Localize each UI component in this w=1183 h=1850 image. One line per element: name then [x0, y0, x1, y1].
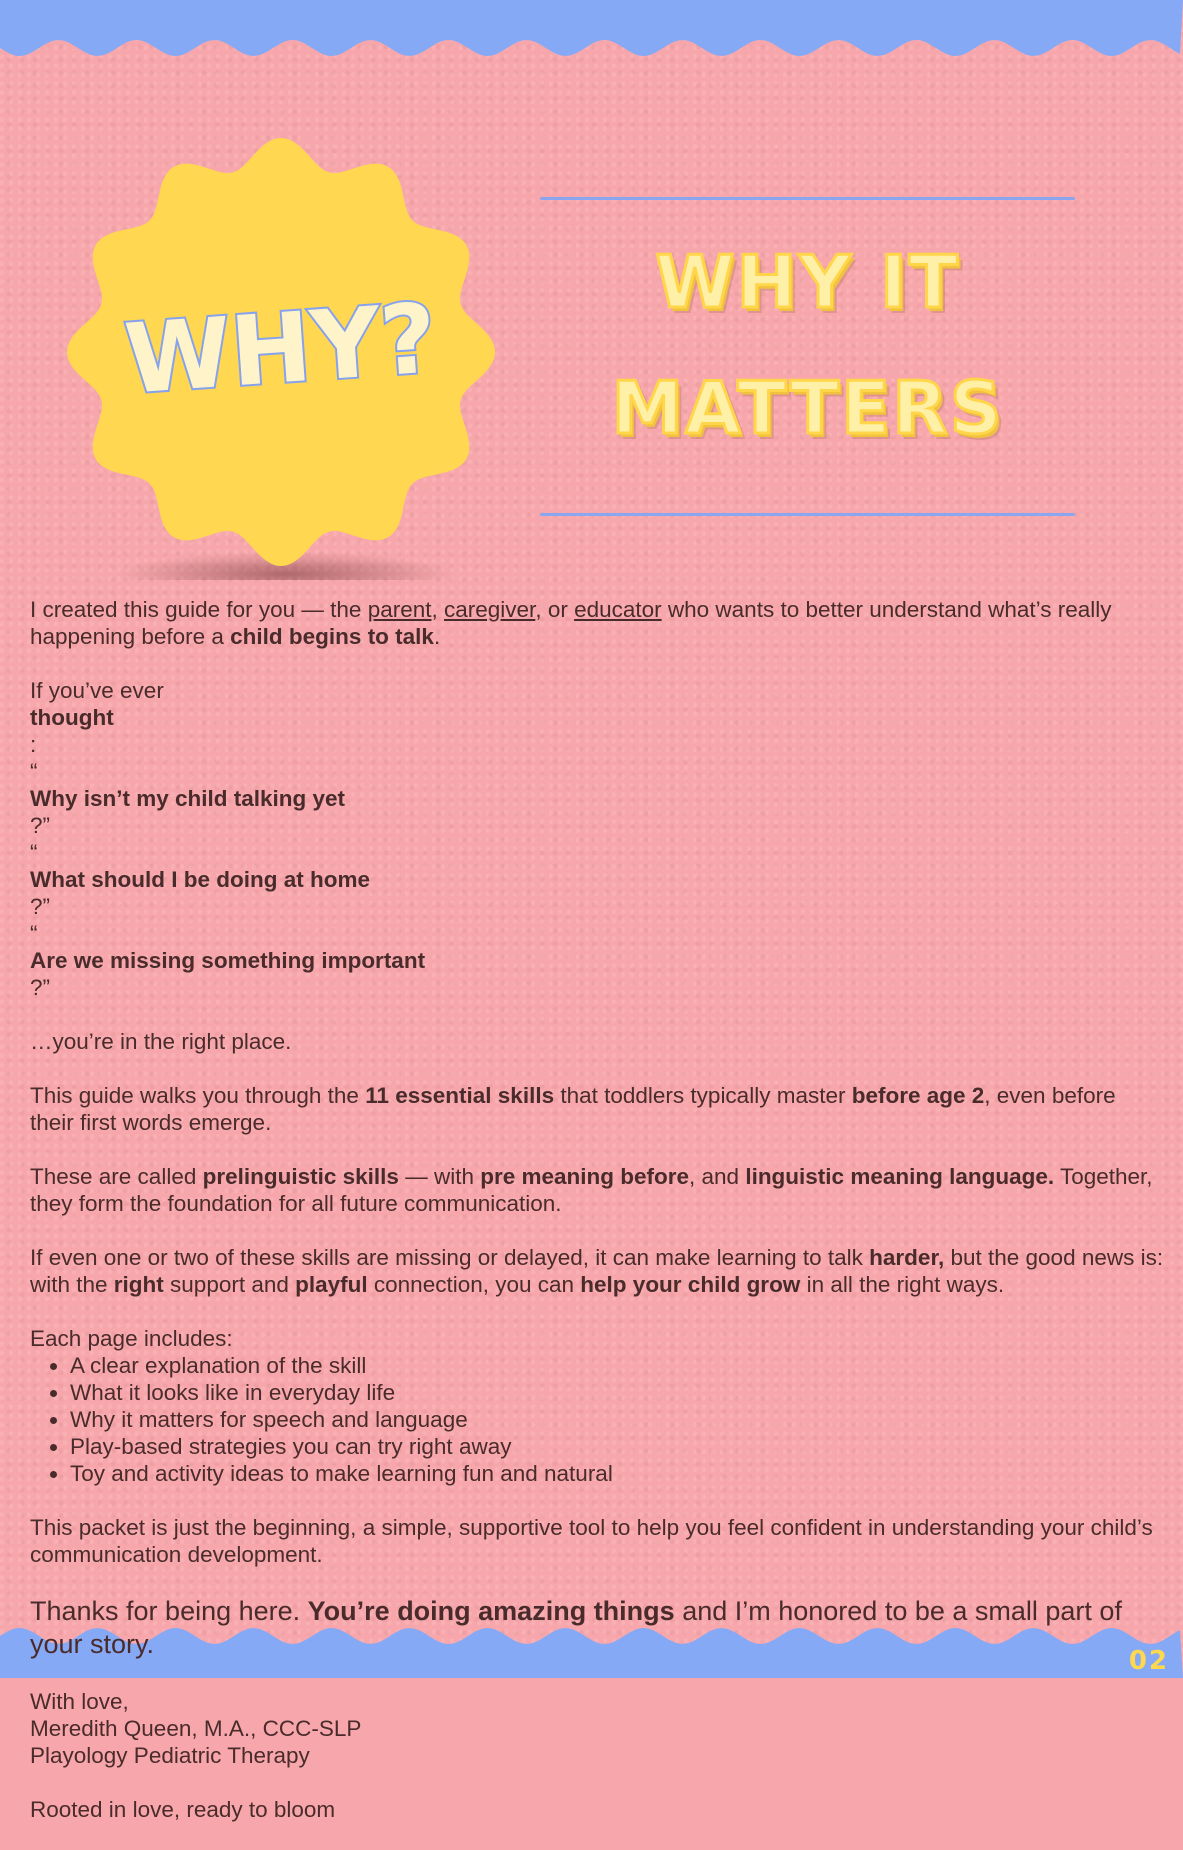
guide-paragraph: This guide walks you through the 11 essential skills that toddlers typically master before age 2, even before their first words emerge.	[30, 1083, 1116, 1135]
why-badge	[58, 134, 504, 580]
includes-list	[30, 1352, 1165, 1487]
thanks-paragraph: Thanks for being here. You’re doing amazing things and I’m honored to be a small part of your story.	[30, 1596, 1122, 1659]
question-item: “ Are we missing something important ?”	[30, 921, 426, 1000]
packet-paragraph: This packet is just the beginning, a simple, supportive tool to help you feel confident in understanding your child’s communication development.	[30, 1515, 1153, 1567]
signoff-greeting: With love,	[30, 1689, 129, 1714]
page-number: 02	[1128, 1646, 1169, 1676]
signoff-practice: Playology Pediatric Therapy	[30, 1743, 310, 1768]
prelinguistic-paragraph: These are called prelinguistic skills — with pre meaning before, and linguistic meaning language. Together, they form the foundation for all future communication.	[30, 1164, 1153, 1216]
right-place-line: …you’re in the right place.	[30, 1029, 292, 1054]
missing-skills-paragraph: If even one or two of these skills are missing or delayed, it can make learning to talk harder, but the good news is: with the right support and playful connection, you can help your child grow in all the right ways.	[30, 1245, 1164, 1297]
intro-paragraph: I created this guide for you — the parent, caregiver, or educator who wants to better understand what’s really happening before a child begins to talk.	[30, 597, 1112, 649]
list-item: • Toy and activity ideas to make learning fun and natural	[70, 1460, 1165, 1487]
question-item: “ Why isn’t my child talking yet ?”	[30, 759, 346, 838]
title-line-2: MATTERS	[611, 366, 1004, 450]
list-item: • What it looks like in everyday life	[70, 1379, 1165, 1406]
caregiver-term: caregiver	[444, 597, 536, 622]
questions-lead: If you’ve ever thought :	[30, 678, 164, 757]
list-item: • Why it matters for speech and language	[70, 1406, 1165, 1433]
parent-term: parent	[367, 597, 432, 622]
list-item: • Play-based strategies you can try right away	[70, 1433, 1165, 1460]
title-rule-top	[540, 197, 1075, 200]
top-wave-border	[0, 0, 1183, 70]
question-item: “ What should I be doing at home ?”	[30, 840, 370, 919]
signoff-author: Meredith Queen, M.A., CCC-SLP	[30, 1716, 362, 1741]
badge-text: WHY?	[121, 282, 440, 416]
questions-paragraph	[30, 677, 1165, 1001]
list-item: • A clear explanation of the skill	[70, 1352, 1165, 1379]
signoff	[30, 1688, 1165, 1769]
educator-term: educator	[574, 597, 662, 622]
title-line-1: WHY IT	[655, 240, 960, 324]
tagline: Rooted in love, ready to bloom	[30, 1797, 336, 1822]
title-rule-bottom	[540, 513, 1075, 516]
letter-body	[30, 596, 1165, 1850]
includes-lead: Each page includes:	[30, 1326, 233, 1351]
title-block	[540, 194, 1075, 519]
